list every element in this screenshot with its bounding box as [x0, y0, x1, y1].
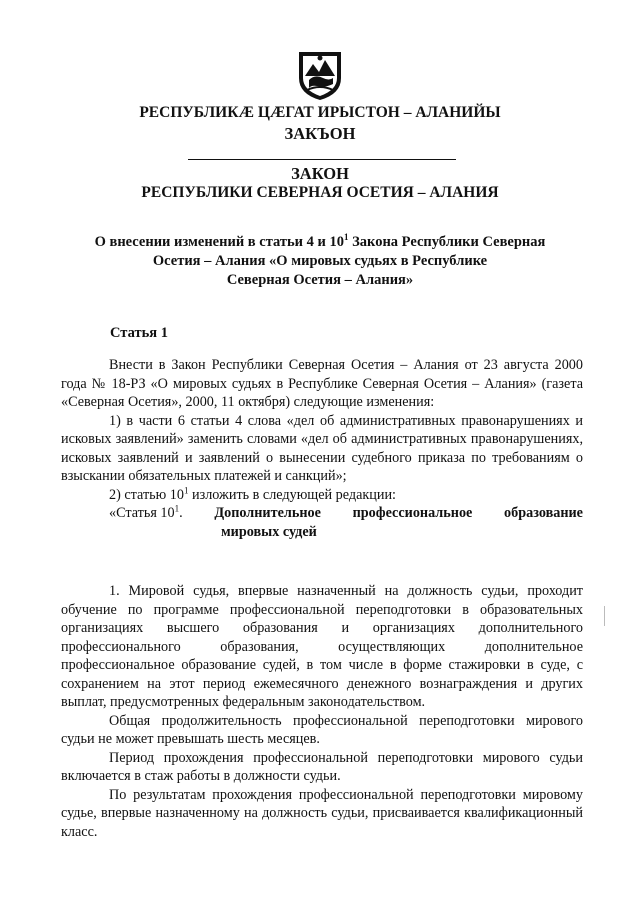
law-title-line1: О внесении изменений в статьи 4 и $10^1$ Закона Республики Северная	[94, 232, 546, 250]
paragraph-1: 1. Мировой судья, впервые назначенный на должность судьи, проходит обучение по программе профессиональной переподготовки в образовательных организациях высшего образования и организациях дополнительного профессионального образования, осуществляющих дополнительное профессиональное образование судей, в том числе в форме стажировки в суде, с сохранением на этот период ежемесячного денежного вознаграждения и других выплат, предусмотренных федеральным законодательством.	[61, 583, 583, 710]
paragraph-2: Общая продолжительность профессиональной переподготовки мирового судьи не может превышать шесть месяцев.	[61, 712, 583, 747]
amendment-item-2: 2) статью $10^1$ изложить в следующей редакции:	[109, 484, 396, 503]
article-body	[61, 356, 583, 541]
coat-of-arms-emblem	[295, 48, 345, 102]
header-russian-law: ЗАКОН	[291, 164, 349, 183]
new-article-heading: «Статья $10^1$. Дополнительное профессиональное образование	[109, 503, 583, 521]
new-article-heading-line2: мировых судей	[221, 523, 317, 540]
margin-mark	[604, 606, 605, 626]
paragraph-4: По результатам прохождения профессиональной переподготовки мировому судье, впервые назначенному на должность судьи, присваивается квалификационный класс.	[61, 786, 583, 840]
header-russian-republic: РЕСПУБЛИКИ СЕВЕРНАЯ ОСЕТИЯ – АЛАНИЯ	[141, 184, 499, 201]
article-intro: Внести в Закон Республики Северная Осетия – Алания от 23 августа 2000 года № 18-РЗ «О мировых судьях в Республике Северная Осетия – Алания» (газета «Северная Осетия», 2000, 11 октября) следующие изменения:	[61, 357, 583, 410]
header-ossetian-law: ЗАКЪОН	[284, 124, 356, 143]
new-article-label: «Статья $10^1$.	[109, 503, 183, 521]
header-divider	[188, 159, 456, 160]
law-title-line3: Северная Осетия – Алания»	[226, 272, 414, 288]
law-title-line2: Осетия – Алания «О мировых судьях в Республике	[152, 253, 488, 269]
new-article-body	[61, 582, 583, 841]
header-ossetian-republic: РЕСПУБЛИКӔ ЦӔГАТ ИРЫСТОН – АЛАНИЙЫ	[139, 104, 501, 121]
paragraph-3: Период прохождения профессиональной переподготовки мирового судьи включается в стаж работы в должности судьи.	[61, 749, 583, 784]
law-title	[80, 233, 560, 290]
article-heading: Статья 1	[110, 325, 168, 341]
amendment-item-1: 1) в части 6 статьи 4 слова «дел об административных правонарушениях и исковых заявлений» заменить словами «дел об административных правонарушениях, исковых заявлений и заявлений о вынесении судебного приказа по требованиям о взыскании обязательных платежей и санкций»;	[61, 412, 583, 484]
